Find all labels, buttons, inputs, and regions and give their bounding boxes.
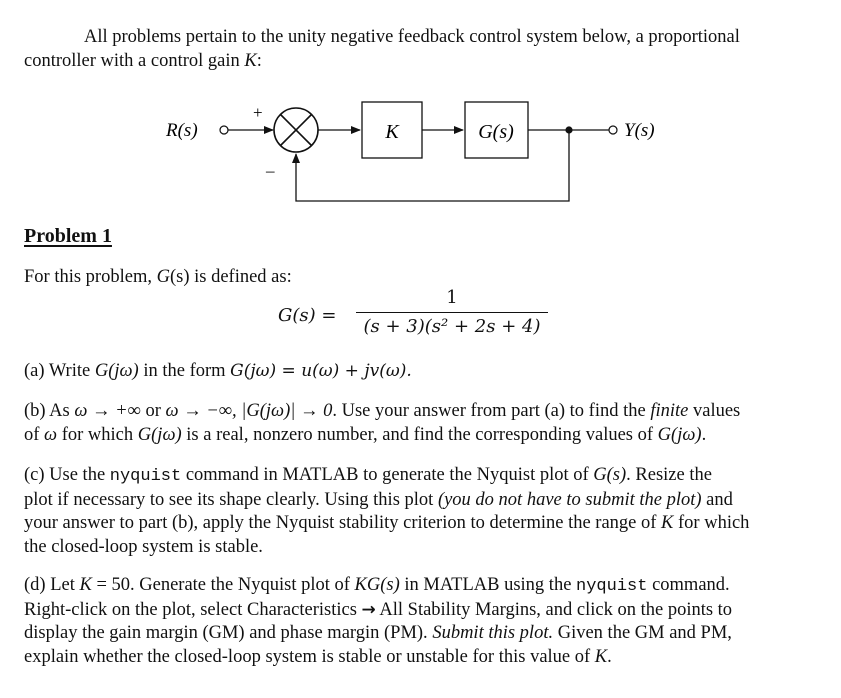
part-d-line-1: (d) Let K = 50. Generate the Nyquist plot of KG(s) in MATLAB using the nyquist command. bbox=[24, 575, 730, 596]
block-diagram bbox=[0, 90, 841, 215]
definition-line: For this problem, G(s) is defined as: bbox=[24, 267, 292, 287]
part-c-line-3: your answer to part (b), apply the Nyquist stability criterion to determine the range of K for which bbox=[24, 513, 750, 534]
part-d-line-3: display the gain margin (GM) and phase margin (PM). Submit this plot. Given the GM and PM, bbox=[24, 623, 732, 644]
part-c bbox=[24, 464, 809, 559]
nyquist-command: nyquist bbox=[576, 577, 648, 596]
input-terminal bbox=[220, 126, 228, 134]
part-d-line-4: explain whether the closed-loop system is stable or unstable for this value of K. bbox=[24, 646, 612, 667]
fraction-bar bbox=[356, 312, 548, 313]
intro-text: All problems pertain to the unity negative feedback control system below, a proportional bbox=[84, 27, 740, 47]
plus-sign: + bbox=[253, 103, 263, 122]
intro-paragraph bbox=[24, 26, 809, 73]
part-c-line-1: (c) Use the nyquist command in MATLAB to generate the Nyquist plot of G(s). Resize the bbox=[24, 465, 712, 486]
part-d-line-2: Right-click on the plot, select Characteristics → All Stability Margins, and click on the points to bbox=[24, 599, 733, 620]
intro-line-2: controller with a control gain K: bbox=[24, 50, 262, 71]
part-b-line-1: (b) As ω → +∞ or ω → −∞, |G(jω)| → 0. Use your answer from part (a) to find the finite values bbox=[24, 401, 741, 421]
equation-fraction bbox=[356, 286, 548, 339]
part-c-line-2: plot if necessary to see its shape clearly. Using this plot (you do not have to submit the plot) and bbox=[24, 489, 733, 510]
output-label: Y(s) bbox=[624, 120, 655, 141]
nyquist-command: nyquist bbox=[109, 467, 182, 486]
arrow-icon: → bbox=[361, 599, 376, 620]
intro-line-1 bbox=[24, 26, 809, 50]
equation-numerator: 1 bbox=[446, 287, 458, 308]
problem-title: Problem 1 bbox=[24, 225, 112, 247]
part-b-line-2: of ω for which G(jω) is a real, nonzero number, and find the corresponding values of G(jω). bbox=[24, 424, 707, 445]
input-label: R(s) bbox=[166, 120, 198, 141]
part-c-line-4: the closed-loop system is stable. bbox=[24, 536, 263, 557]
equation-lhs: G(s) = bbox=[278, 305, 337, 326]
equation-denominator: (s + 3)(s² + 2s + 4) bbox=[363, 316, 541, 337]
minus-sign: – bbox=[266, 161, 275, 180]
plant-label: G(s) bbox=[478, 121, 514, 143]
gain-symbol: K bbox=[244, 50, 257, 71]
output-terminal bbox=[609, 126, 617, 134]
controller-label: K bbox=[385, 121, 399, 143]
part-a-formula: G(jω) = u(ω) + jv(ω). bbox=[230, 361, 412, 381]
part-a: (a) Write G(jω) in the form G(jω) = u(ω) + jv(ω). bbox=[24, 361, 412, 381]
part-b bbox=[24, 400, 809, 447]
part-d bbox=[24, 574, 809, 669]
